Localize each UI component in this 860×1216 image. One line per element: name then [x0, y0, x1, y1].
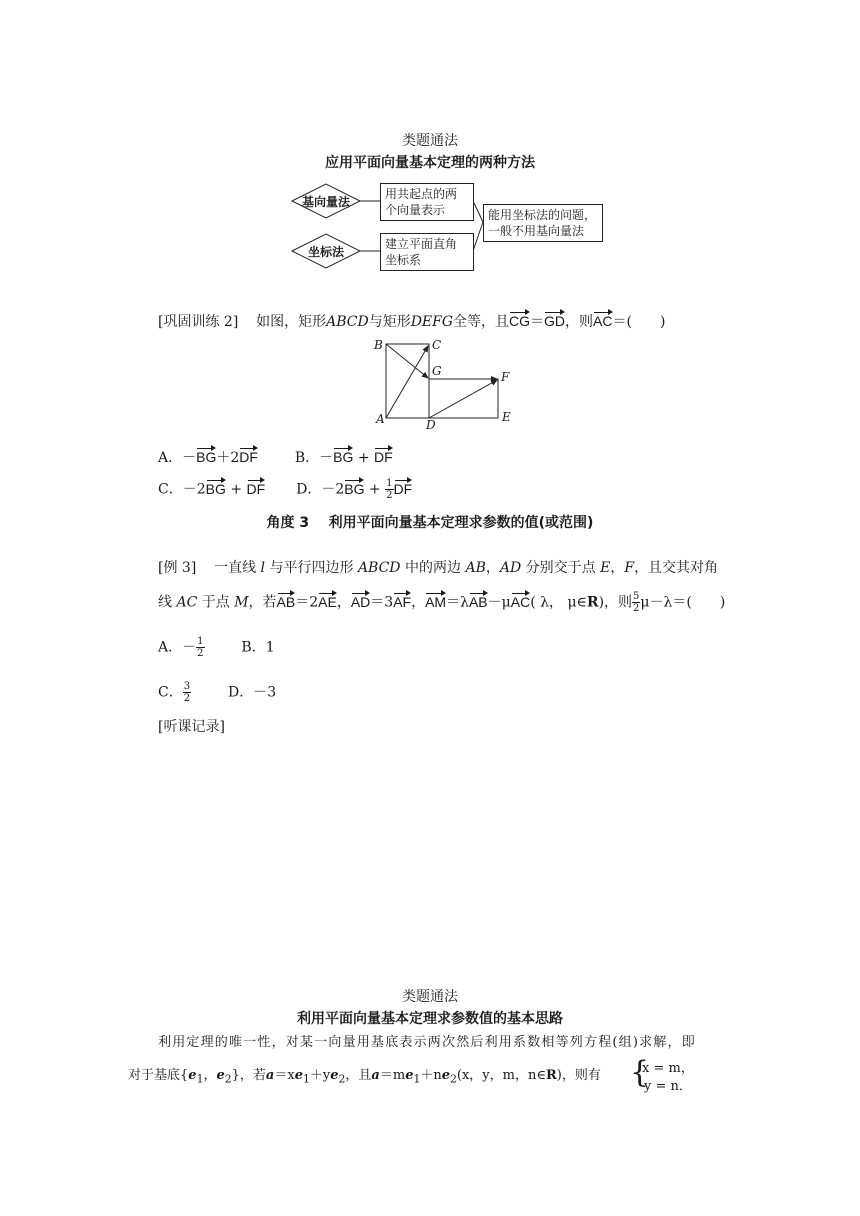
example-text: 线	[158, 594, 172, 611]
desc-text: ＝x	[274, 1068, 295, 1083]
flow-box-coordinate	[380, 233, 474, 271]
equation-2: y = n．	[644, 1079, 692, 1094]
example-text: 分别交于点	[525, 560, 596, 576]
option-a-label: A．	[158, 450, 183, 466]
desc-text: )，则有	[556, 1068, 601, 1083]
exercise-options-row1	[158, 447, 393, 467]
exercise-question	[158, 311, 665, 331]
desc-text: ＋n	[420, 1068, 442, 1083]
method-description-line1: 利用定理的唯一性，对某一向量用基底表示两次然后利用系数相等列方程(组)求解，即	[158, 1035, 696, 1050]
brace-icon: {	[630, 1055, 650, 1090]
fraction-denominator: 2	[386, 490, 393, 501]
point-a-label: A	[376, 412, 385, 426]
example-text: 于点	[201, 594, 230, 611]
exercise-options-row2	[158, 478, 412, 501]
real-set: R	[545, 1068, 557, 1083]
vector-bg: BG	[205, 480, 226, 497]
vector-ac: AC	[593, 313, 613, 329]
subscript: 2	[450, 1072, 457, 1086]
example-line1	[158, 557, 718, 577]
exercise-tag: [巩固训练 2]	[158, 314, 239, 330]
flow-box-basis-line1: 用共起点的两	[385, 187, 458, 201]
point-d-label: D	[426, 418, 436, 432]
vector-df: DF	[374, 449, 393, 465]
example-text: 中的两边	[405, 560, 461, 576]
fraction-numerator: 5	[633, 591, 640, 602]
comma: ，	[610, 560, 625, 576]
equals-sign: ＝	[530, 314, 545, 330]
example-text: ，且交其对角	[634, 560, 719, 576]
option-d-text: +	[364, 481, 386, 498]
exercise-text: ，则	[565, 314, 594, 330]
flow-box-conclusion-line2: 一般不用基向量法	[488, 224, 585, 238]
option-a-sign: －	[182, 639, 197, 656]
example-text: 与平行四边形	[269, 560, 354, 576]
comma: ，	[411, 594, 426, 611]
example-tag: [例 3]	[158, 560, 197, 576]
exercise-text: 如图，矩形	[256, 314, 327, 330]
subscript: 2	[224, 1072, 232, 1086]
vector-ab: AB	[468, 593, 488, 610]
subscript: 2	[338, 1072, 346, 1086]
desc-text: ＋y	[309, 1068, 331, 1083]
method-description-line2	[128, 1064, 601, 1086]
option-a-label: A．	[158, 639, 183, 656]
example-options-row1	[158, 636, 275, 659]
option-d-value: －3	[253, 684, 277, 701]
side-ad: AD	[499, 560, 522, 576]
desc-text: ，且	[345, 1068, 372, 1083]
rect-defg: DEFG	[410, 314, 454, 330]
fraction-numerator: 1	[197, 636, 204, 647]
figure-drawing	[370, 336, 520, 432]
vector-ad: AD	[350, 593, 371, 610]
fraction-denominator: 2	[183, 693, 191, 704]
example-params: ( λ， μ∈	[530, 594, 587, 611]
notes-label: [听课记录]	[158, 719, 225, 735]
method-coordinate: 坐标法	[307, 245, 344, 259]
basis-e1: e	[405, 1068, 414, 1083]
exercise-text: 与矩形	[368, 314, 411, 330]
exercise-text: 全等，且	[453, 314, 510, 330]
vector-df: DF	[246, 480, 266, 497]
example-text: ＝λ	[446, 594, 469, 611]
desc-text: (x，y，m，n∈	[456, 1068, 546, 1083]
subscript: 1	[413, 1072, 421, 1086]
example-text: )，则	[598, 594, 633, 611]
flow-box-basis-line2: 个向量表示	[385, 203, 446, 217]
parallelogram-abcd: ABCD	[357, 560, 401, 576]
fraction-denominator: 2	[197, 648, 204, 659]
flow-box-coordinate-line2: 坐标系	[385, 253, 422, 267]
option-b-label: B．	[294, 450, 320, 466]
vector-af: AF	[393, 593, 412, 610]
option-b-text: +	[353, 450, 375, 466]
desc-text: ，	[203, 1068, 217, 1083]
flow-box-conclusion	[483, 204, 603, 242]
vector-a: a	[265, 1068, 275, 1083]
method-flowchart	[290, 180, 610, 280]
line-l: l	[260, 560, 266, 576]
rect-abcd: ABCD	[326, 314, 369, 330]
point-c-label: C	[432, 338, 442, 352]
option-a-text: －	[182, 450, 197, 466]
fraction-denominator: 2	[633, 603, 640, 614]
vector-am: AM	[425, 593, 447, 610]
section-label: 类题通法	[402, 133, 458, 149]
basis-e1: e	[294, 1068, 303, 1083]
fraction-half	[196, 636, 204, 659]
example-line2	[158, 591, 725, 614]
subscript: 1	[196, 1072, 204, 1086]
vector-df: DF	[393, 480, 413, 497]
vector-a: a	[371, 1068, 380, 1083]
example-text: ，若	[248, 594, 277, 611]
answer-blank: ＝( )	[612, 314, 666, 330]
point-g-label: G	[432, 364, 442, 378]
fraction-half	[385, 478, 393, 501]
vector-df: DF	[239, 449, 258, 465]
real-set: R	[586, 594, 599, 611]
flow-box-coordinate-line1: 建立平面直角	[385, 237, 458, 251]
option-d-label: D．	[296, 481, 322, 498]
option-c-label: C．	[158, 481, 183, 498]
example-options-row2	[158, 681, 276, 704]
flow-box-conclusion-line1: 能用坐标法的问题，	[488, 208, 597, 222]
vector-ae: AE	[318, 593, 337, 610]
desc-text: 对于基底{	[128, 1068, 189, 1083]
rectangle-figure	[370, 336, 520, 432]
example-text: 一直线	[214, 560, 257, 576]
point-e: E	[600, 560, 611, 576]
method-basis-vector: 基向量法	[301, 195, 350, 209]
fraction-numerator: 1	[386, 478, 393, 489]
point-e-label: E	[502, 410, 511, 424]
equation-1: x = m，	[642, 1061, 694, 1076]
option-b-label: B．	[241, 639, 266, 656]
option-b-text: －	[319, 450, 334, 466]
flow-box-basis	[380, 183, 474, 221]
fraction-three-halves	[183, 681, 191, 704]
basis-e2: e	[441, 1068, 451, 1083]
option-d-text: －2	[321, 481, 345, 498]
angle-title: 利用平面向量基本定理求参数的值(或范围)	[328, 515, 594, 531]
option-d-label: D．	[228, 684, 254, 701]
example-text: ＝2	[295, 594, 319, 611]
comma: ，	[485, 560, 500, 576]
angle-heading	[0, 512, 860, 532]
diagonal-ac: AC	[176, 594, 198, 611]
subscript: 1	[302, 1072, 310, 1086]
vector-cg: CG	[509, 313, 531, 329]
example-tail: μ－λ＝( )	[640, 594, 726, 611]
vector-bg: BG	[333, 449, 354, 465]
vector-gd: GD	[544, 313, 566, 329]
desc-text: ＝m	[379, 1068, 406, 1083]
option-c-text: +	[225, 481, 247, 498]
basis-e1: e	[188, 1068, 197, 1083]
example-text: ＝3	[370, 594, 394, 611]
section-label: 类题通法	[402, 989, 458, 1005]
basis-e2: e	[330, 1068, 339, 1083]
example-text: －μ	[487, 594, 511, 611]
option-c-label: C．	[158, 684, 183, 701]
point-b-label: B	[374, 338, 383, 352]
section-title: 应用平面向量基本定理的两种方法	[325, 155, 535, 171]
point-f: F	[624, 560, 635, 576]
vector-ab: AB	[276, 593, 296, 610]
side-ab: AB	[465, 560, 486, 576]
equation-system	[630, 1056, 710, 1094]
section-title: 利用平面向量基本定理求参数值的基本思路	[297, 1011, 563, 1027]
point-m: M	[234, 594, 249, 611]
option-b-value: 1	[265, 639, 275, 656]
fraction-numerator: 3	[183, 681, 191, 692]
point-f-label: F	[501, 370, 510, 384]
comma: ，	[336, 594, 351, 611]
option-a-text: ＋2	[216, 450, 240, 466]
basis-e2: e	[216, 1068, 225, 1083]
option-c-text: －2	[182, 481, 206, 498]
angle-label: 角度 3	[266, 515, 310, 531]
vector-bg: BG	[196, 449, 217, 465]
vector-ac: AC	[510, 593, 531, 610]
vector-bg: BG	[344, 480, 365, 497]
desc-text: }，若	[231, 1068, 266, 1083]
